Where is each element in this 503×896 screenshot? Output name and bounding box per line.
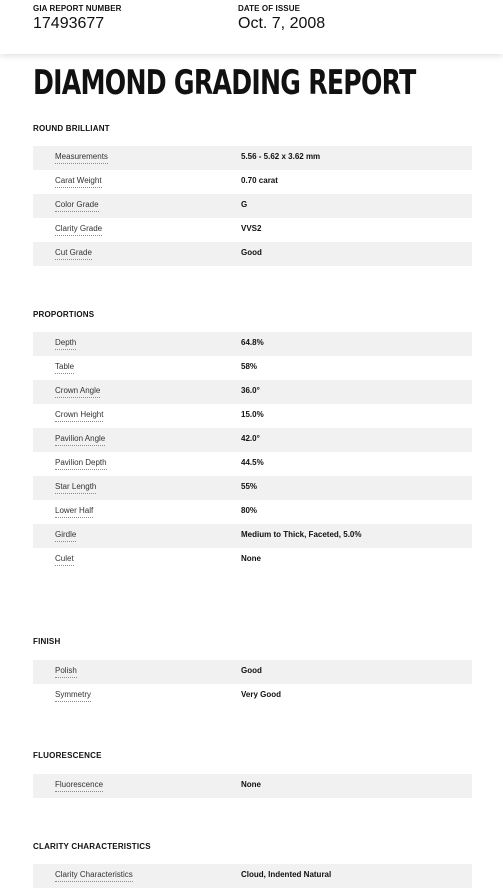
- row-label[interactable]: Lower Half: [55, 506, 93, 518]
- date-of-issue-label: DATE OF ISSUE: [238, 4, 301, 13]
- section-heading-finish: FINISH: [33, 637, 61, 646]
- row-label[interactable]: Polish: [55, 666, 77, 678]
- report-number-block: [33, 4, 122, 33]
- table-row-table: [33, 356, 472, 380]
- table-row-star-length: [33, 476, 472, 500]
- row-label[interactable]: Measurements: [55, 152, 108, 164]
- row-value: Good: [241, 666, 262, 675]
- row-label[interactable]: Crown Angle: [55, 386, 100, 398]
- table-row-pavilion-depth: [33, 452, 472, 476]
- table-row-measurements: [33, 146, 472, 170]
- row-value: 0.70 carat: [241, 176, 278, 185]
- row-label[interactable]: Color Grade: [55, 200, 99, 212]
- fluorescence-table: [33, 774, 472, 798]
- section-heading-clarity-characteristics: CLARITY CHARACTERISTICS: [33, 842, 151, 851]
- row-value: G: [241, 200, 248, 209]
- row-value: 36.0°: [241, 386, 260, 395]
- row-value: None: [241, 554, 261, 563]
- table-row-cut-grade: [33, 242, 472, 266]
- row-value: 44.5%: [241, 458, 264, 467]
- page-title: DIAMOND GRADING REPORT: [33, 63, 416, 103]
- row-value: 5.56 - 5.62 x 3.62 mm: [241, 152, 321, 161]
- table-row-girdle: [33, 524, 472, 548]
- row-label[interactable]: Clarity Characteristics: [55, 870, 133, 882]
- section-heading-round-brilliant: ROUND BRILLIANT: [33, 124, 110, 133]
- row-value: None: [241, 780, 261, 789]
- finish-table: [33, 660, 472, 708]
- row-label[interactable]: Fluorescence: [55, 780, 103, 792]
- row-value: 55%: [241, 482, 258, 491]
- table-row-color-grade: [33, 194, 472, 218]
- table-row-crown-height: [33, 404, 472, 428]
- report-header: [0, 0, 503, 54]
- row-label[interactable]: Carat Weight: [55, 176, 102, 188]
- table-row-polish: [33, 660, 472, 684]
- row-label[interactable]: Symmetry: [55, 690, 91, 702]
- row-value: Cloud, Indented Natural: [241, 870, 332, 879]
- row-value: Very Good: [241, 690, 282, 699]
- proportions-table: [33, 332, 472, 572]
- table-row-crown-angle: [33, 380, 472, 404]
- row-label[interactable]: Girdle: [55, 530, 76, 542]
- table-row-pavilion-angle: [33, 428, 472, 452]
- section-heading-proportions: PROPORTIONS: [33, 310, 95, 319]
- date-of-issue-block: [238, 4, 325, 33]
- row-value: 64.8%: [241, 338, 264, 347]
- table-row-depth: [33, 332, 472, 356]
- clarity-characteristics-table: [33, 864, 472, 888]
- round-brilliant-table: [33, 146, 472, 266]
- report-number: 17493677: [33, 15, 105, 32]
- row-label[interactable]: Pavilion Depth: [55, 458, 107, 470]
- row-value: 80%: [241, 506, 258, 515]
- row-value: 15.0%: [241, 410, 264, 419]
- date-of-issue: Oct. 7, 2008: [238, 15, 326, 32]
- row-value: VVS2: [241, 224, 262, 233]
- row-label[interactable]: Crown Height: [55, 410, 103, 422]
- row-label[interactable]: Pavilion Angle: [55, 434, 105, 446]
- row-label[interactable]: Cut Grade: [55, 248, 92, 260]
- row-value: 58%: [241, 362, 258, 371]
- row-label[interactable]: Star Length: [55, 482, 96, 494]
- row-value: 42.0°: [241, 434, 260, 443]
- row-label[interactable]: Depth: [55, 338, 76, 350]
- table-row-carat-weight: [33, 170, 472, 194]
- table-row-clarity-grade: [33, 218, 472, 242]
- table-row-fluorescence: [33, 774, 472, 798]
- row-value: Good: [241, 248, 262, 257]
- row-label[interactable]: Table: [55, 362, 74, 374]
- table-row-culet: [33, 548, 472, 572]
- section-heading-fluorescence: FLUORESCENCE: [33, 751, 102, 760]
- table-row-clarity-characteristics: [33, 864, 472, 888]
- row-label[interactable]: Clarity Grade: [55, 224, 102, 236]
- table-row-lower-half: [33, 500, 472, 524]
- table-row-symmetry: [33, 684, 472, 708]
- report-number-label: GIA REPORT NUMBER: [33, 4, 122, 13]
- row-value: Medium to Thick, Faceted, 5.0%: [241, 530, 362, 539]
- row-label[interactable]: Culet: [55, 554, 74, 566]
